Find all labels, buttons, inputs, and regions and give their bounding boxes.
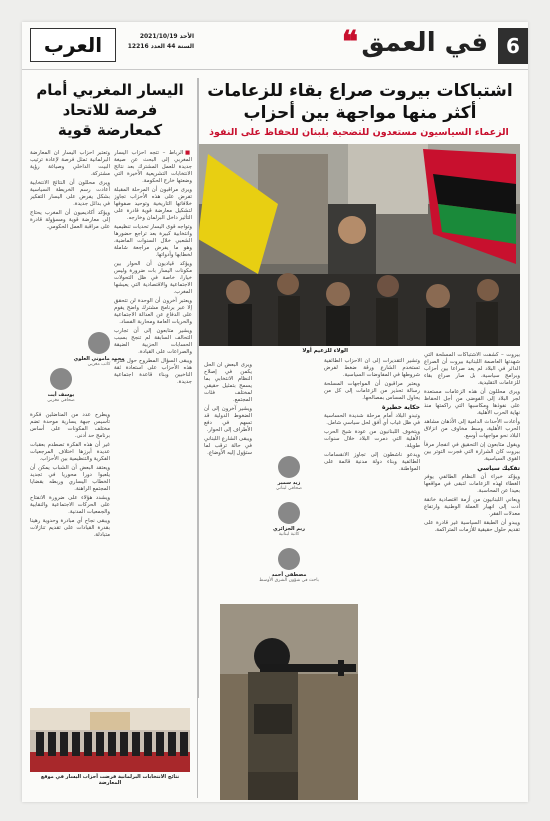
author-card: [258, 456, 320, 492]
author-role: كاتب مغربي: [87, 362, 111, 367]
author-role: كاتبة لبنانية: [278, 532, 300, 537]
author-avatar: [50, 368, 72, 390]
author-role: صحافي لبناني: [276, 486, 302, 491]
author-avatar: [278, 456, 300, 478]
author-card: [30, 368, 92, 404]
dateline-date: الأحد 2021/10/19: [139, 33, 194, 40]
author-avatar: [88, 332, 110, 354]
main-story-column: بيروت – كشفت الاشتباكات المسلحة التي شهدتها العاصمة اللبنانية بيروت أن الصراع الدائر في البلاد لم يعد صراعا بين أحزاب وبرامج سياسية، بل صار صراع بقاء للزعامات التقليدية. ويرى محللون أن هذه الزعامات مستعدة لجر البلاد إلى الفوضى من أجل الحفاظ على نفوذها ومكاسبها التي راكمتها منذ نهاية الحرب الأهلية. وأعادت الأحداث الدامية إلى الأذهان مشاهد الحرب الأهلية، وسط مخاوف من انزلاق البلاد نحو مواجهات أوسع. ويقول متابعون إن التحقيق في انفجار مرفأ بيروت كان الشرارة التي فجرت التوتر بين القوى السياسية. تفكيك سياسي ويؤكد خبراء أن النظام الطائفي يوفر الغطاء لهذه الزعامات لتبقى في مواقعها بعيدا عن المحاسبة. ويعاني اللبنانيون من أزمة اقتصادية خانقة أدت إلى انهيار العملة الوطنية وارتفاع معدلات الفقر. ويبدو أن الطبقة السياسية غير قادرة على تقديم حلول حقيقية للأزمات المتراكمة.: [424, 352, 520, 533]
logo-text: العرب: [43, 33, 103, 57]
column-divider: [198, 78, 199, 698]
quote-icon: ❝: [341, 25, 358, 60]
newspaper-page: [22, 22, 528, 802]
side-story-column: وتعتبر أحزاب اليسار أن المعارضة البرلمانية تمثل فرصة لإعادة ترتيب البيت الداخلي وصياغة رؤية مشتركة. ويرى محللون أن النتائج الانتخابية أعادت رسم الخريطة السياسية بشكل يفرض على اليسار التفكير في بدائل جديدة. ويؤكد أكاديميون أن المغرب يحتاج إلى معارضة قوية ومسؤولة قادرة على مراقبة العمل الحكومي.: [30, 150, 110, 230]
page-header: [22, 22, 528, 70]
author-avatar: [278, 548, 300, 570]
gunman-photo: [220, 604, 358, 800]
main-subheadline: الزعماء السياسيون مستعدون للتضحية بلبنان للحفاظ على النفوذ: [209, 127, 509, 138]
side-headline: اليسار المغربي أمام فرصة للاتحاد كمعارضة قوية: [36, 81, 184, 139]
main-story-column: ويرى البعض أن الحل يكمن في إصلاح النظام الانتخابي بما يسمح بتمثيل حقيقي لمختلف فئات المجتمع. ويشير آخرون إلى أن الضغوط الدولية قد تسهم في دفع الأطراف إلى الحوار. ويبقى الشارع اللبناني في حالة ترقب لما ستؤول إليه الأوضاع.: [204, 362, 252, 456]
side-photo-caption: نتائج الانتخابات البرلمانية فرضت أحزاب اليسار في موقع المعارضة: [40, 774, 180, 786]
author-role: صحافي مغربي: [47, 398, 75, 403]
side-story-column: ويطرح عدد من المناضلين فكرة تأسيس جبهة يسارية موحدة تضم مختلف المكونات على أساس برنامج حد أدنى. غير أن هذه الفكرة تصطدم بعقبات عديدة أبرزها اختلاف المرجعيات الفكرية والتنظيمية بين الأحزاب. ويعتقد البعض أن الشباب يمكن أن يلعبوا دورا محوريا في تجديد الخطاب اليساري وربطه بقضايا المجتمع الراهنة. ويشدد هؤلاء على ضرورة الانفتاح على الحركات الاجتماعية والنقابية والجمعيات المدنية. ويبقى نجاح أي مبادرة وحدوية رهينا بقدرة القيادات على تقديم تنازلات متبادلة.: [30, 412, 110, 538]
author-name: زيد سمير: [277, 480, 301, 486]
photo-caption: الولاء للزعيم أولا: [302, 348, 348, 354]
protest-photo: [198, 144, 520, 346]
author-name: محمد ماموني العلوي: [73, 356, 125, 362]
author-card: [258, 548, 320, 584]
gunman-photo-graphic: [220, 604, 358, 800]
parliament-photo-graphic: [30, 708, 190, 772]
section-name: في العمق: [361, 28, 488, 58]
main-headline: اشتباكات بيروت صراع بقاء للزعامات أكثر منها مواجهة بين أحزاب: [207, 81, 513, 123]
section-number: 6: [498, 28, 528, 64]
section-subhead: تفكيك سياسي: [477, 465, 520, 472]
author-avatar: [278, 502, 300, 524]
section-subhead: حكاية خطيرة: [382, 404, 420, 411]
author-name: ريم الجزائري: [272, 526, 305, 532]
main-story-column: وتشير التقديرات إلى أن الأحزاب الطائفية تستخدم الشارع ورقة ضغط لفرض شروطها في المفاوضات السياسية. ويعتبر مراقبون أن المواجهات المسلحة رسالة تحذير من الزعامات إلى كل من يحاول المساس بمصالحها. حكاية خطيرة وتبدو البلاد أمام مرحلة شديدة الحساسية في ظل غياب أي أفق لحل سياسي شامل. ويتخوف اللبنانيون من عودة شبح الحرب الأهلية التي دمرت البلاد خلال سنوات طويلة. ويدعو ناشطون إلى تجاوز الانقسامات الطائفية وبناء دولة مدنية قائمة على المواطنة.: [324, 358, 420, 472]
dateline-issue: السنة 44 العدد 12216: [127, 43, 194, 50]
author-card: [258, 502, 320, 538]
main-story-column: [204, 604, 216, 800]
parliament-photo: [30, 708, 190, 772]
dateline: [122, 32, 194, 52]
newspaper-logo: [30, 28, 116, 62]
author-name: مصطفى أحمد: [271, 572, 307, 578]
protest-photo-graphic: [198, 144, 520, 346]
author-role: باحث في شؤون الشرق الأوسط: [259, 578, 319, 583]
side-story-column: ■ الرباط – تتجه أحزاب اليسار المغربي إلى البحث عن صيغة جديدة للعمل المشترك بعد نتائج الانتخابات التشريعية الأخيرة التي وضعتها خارج الحكومة. ويرى مراقبون أن المرحلة المقبلة تفرض على هذه الأحزاب تجاوز خلافاتها التاريخية وتوحيد صفوفها لتشكيل معارضة قوية قادرة على التأثير داخل البرلمان وخارجه. وتواجه قوى اليسار تحديات تنظيمية وانتخابية كبيرة بعد تراجع حضورها الشعبي خلال السنوات الماضية، وهو ما يفرض مراجعة شاملة لخطابها وأدواتها. ويؤكد قياديون أن الحوار بين مكونات اليسار بات ضرورة وليس خيارا، خاصة في ظل التحولات الاجتماعية والاقتصادية التي يعيشها المغرب. ويعتبر آخرون أن الوحدة لن تتحقق إلا عبر برنامج مشترك واضح يقوم على الدفاع عن العدالة الاجتماعية والحريات العامة ومحاربة الفساد. ويشير متابعون إلى أن تجارب التحالف السابقة لم تنجح بسبب الحسابات الحزبية الضيقة والصراعات على القيادة. ويبقى السؤال المطروح حول قدرة هذه الأحزاب على استعادة ثقة الناخبين وبناء قاعدة اجتماعية جديدة.: [114, 150, 192, 385]
author-card: [68, 332, 130, 368]
author-name: يوسف أيت: [47, 392, 75, 398]
